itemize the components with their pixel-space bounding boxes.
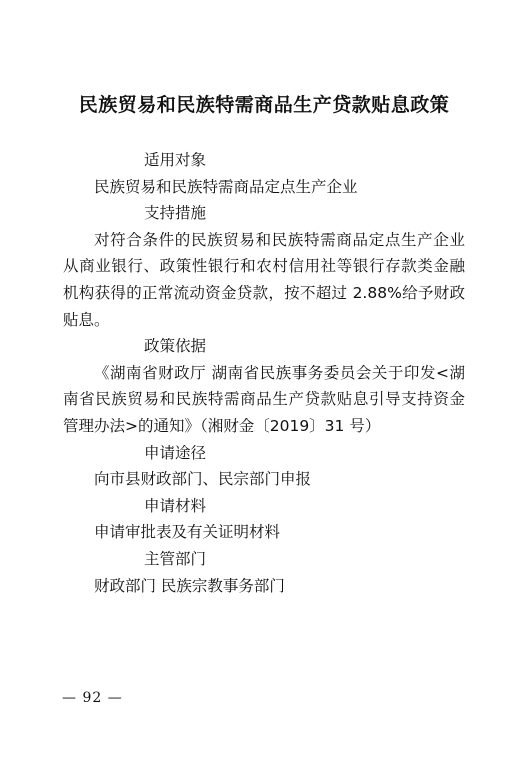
section-body-policy-basis: 《湖南省财政厅 湖南省民族事务委员会关于印发<湖南省民族贸易和民族特需商品生产贷款贴息引导支持资金管理办法>的通知》（湘财金〔2019〕31 号）	[63, 363, 465, 435]
document-title: 民族贸易和民族特需商品生产贷款贴息政策	[78, 94, 450, 116]
section-heading-application-materials: 申请材料	[144, 496, 207, 515]
section-body-competent-department: 财政部门 民族宗教事务部门	[94, 576, 285, 595]
page-number: — 92 —	[62, 690, 123, 706]
section-heading-competent-department: 主管部门	[144, 549, 207, 568]
section-heading-application-channel: 申请途径	[144, 443, 207, 462]
section-body-application-channel: 向市县财政部门、民宗部门申报	[94, 470, 312, 489]
section-heading-applicable-target: 适用对象	[144, 151, 207, 169]
section-heading-support-measures: 支持措施	[144, 204, 207, 223]
section-body-application-materials: 申请审批表及有关证明材料	[94, 523, 281, 542]
section-body-support-measures: 对符合条件的民族贸易和民族特需商品定点生产企业从商业银行、政策性银行和农村信用社等银行存款类金融机构获得的正常流动资金贷款，按不超过 2.88%给予财政贴息。	[63, 230, 465, 329]
document-body	[63, 147, 465, 599]
section-body-applicable-target: 民族贸易和民族特需商品定点生产企业	[94, 177, 358, 196]
section-heading-policy-basis: 政策依据	[144, 337, 207, 356]
